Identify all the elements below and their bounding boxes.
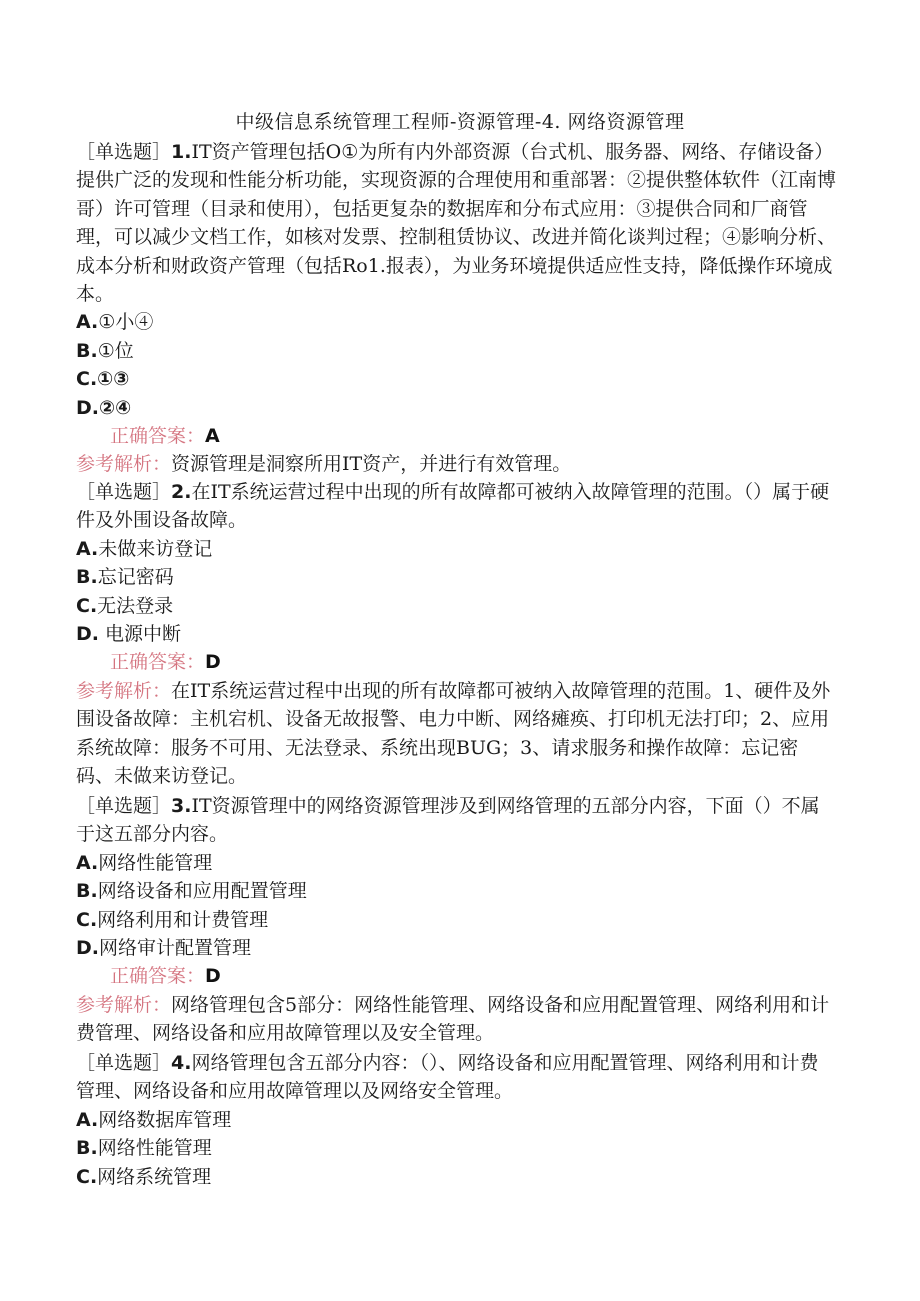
- question-text: 在IT系统运营过程中出现的所有故障都可被纳入故障管理的范围。（）属于硬件及外围设备故障。: [76, 481, 830, 532]
- question-type-tag: ［单选题］: [76, 481, 172, 503]
- option-c: C.网络利用和计费管理: [76, 908, 269, 931]
- question-4: [76, 1049, 836, 1191]
- option-d: D. 电源中断: [76, 623, 182, 646]
- question-text: IT资源管理中的网络资源管理涉及到网络管理的五部分内容，下面（）不属于这五部分内容。: [76, 795, 820, 846]
- question-stem: [76, 792, 836, 849]
- answer-value: D: [205, 651, 221, 674]
- option-b: B.忘记密码: [76, 566, 174, 589]
- question-text: 网络管理包含五部分内容：（）、网络设备和应用配置管理、网络利用和计费管理、网络设备和应用故障管理以及网络安全管理。: [76, 1052, 819, 1103]
- question-stem: [76, 138, 836, 308]
- document-title: 中级信息系统管理工程师-资源管理-4. 网络资源管理: [235, 111, 685, 133]
- explanation: 参考解析：在IT系统运营过程中出现的所有故障都可被纳入故障管理的范围。1、硬件及外围设备故障：主机宕机、设备无故报警、电力中断、网络瘫痪、打印机无法打印；2、应用系统故障：服务不可用、无法登录、系统出现BUG；3、请求服务和操作故障：忘记密码、未做来访登记。: [76, 679, 831, 788]
- option-d: D.②④: [76, 396, 132, 419]
- option-a: A.网络数据库管理: [76, 1108, 232, 1131]
- option-c: C.①③: [76, 368, 130, 391]
- question-number: 3.: [171, 795, 192, 817]
- question-text: IT资产管理包括O①为所有内外部资源（台式机、服务器、网络、存储设备）提供广泛的发现和性能分析功能，实现资源的合理使用和重部署：②提供整体软件（江南博哥）许可管理（目录和使用），包括更复杂的数据库和分布式应用：③提供合同和厂商管理，可以减少文档工作，如核对发票、控制租赁协议、改进并简化谈判过程；④影响分析、成本分析和财政资产管理（包括Ro1.报表），为业务环境提供适应性支持，降低操作环境成本。: [76, 141, 837, 306]
- option-c: C.网络系统管理: [76, 1165, 212, 1188]
- correct-answer: 正确答案：A: [110, 425, 220, 448]
- option-b: B.①位: [76, 339, 134, 362]
- option-d: D.网络审计配置管理: [76, 937, 252, 960]
- question-number: 2.: [171, 481, 192, 503]
- question-type-tag: ［单选题］: [76, 1052, 172, 1074]
- option-a: A.①小④: [76, 311, 154, 334]
- question-3: [76, 792, 836, 1048]
- question-number: 1.: [171, 141, 192, 163]
- correct-answer: 正确答案：D: [110, 965, 221, 988]
- correct-answer: 正确答案：D: [110, 651, 221, 674]
- option-a: A.未做来访登记: [76, 537, 213, 560]
- answer-value: A: [205, 425, 220, 448]
- question-stem: [76, 478, 836, 535]
- answer-value: D: [205, 965, 221, 988]
- explanation: 参考解析：网络管理包含5部分：网络性能管理、网络设备和应用配置管理、网络利用和计费管理、网络设备和应用故障管理以及安全管理。: [76, 993, 830, 1045]
- question-type-tag: ［单选题］: [76, 795, 172, 817]
- question-2: [76, 478, 836, 790]
- option-c: C.无法登录: [76, 594, 174, 617]
- option-b: B.网络设备和应用配置管理: [76, 880, 307, 903]
- option-b: B.网络性能管理: [76, 1137, 212, 1160]
- question-1: [76, 138, 836, 479]
- question-type-tag: ［单选题］: [76, 141, 172, 163]
- explanation: 参考解析：资源管理是洞察所用IT资产，并进行有效管理。: [76, 453, 572, 476]
- option-a: A.网络性能管理: [76, 851, 213, 874]
- question-stem: [76, 1049, 836, 1106]
- question-number: 4.: [171, 1052, 192, 1074]
